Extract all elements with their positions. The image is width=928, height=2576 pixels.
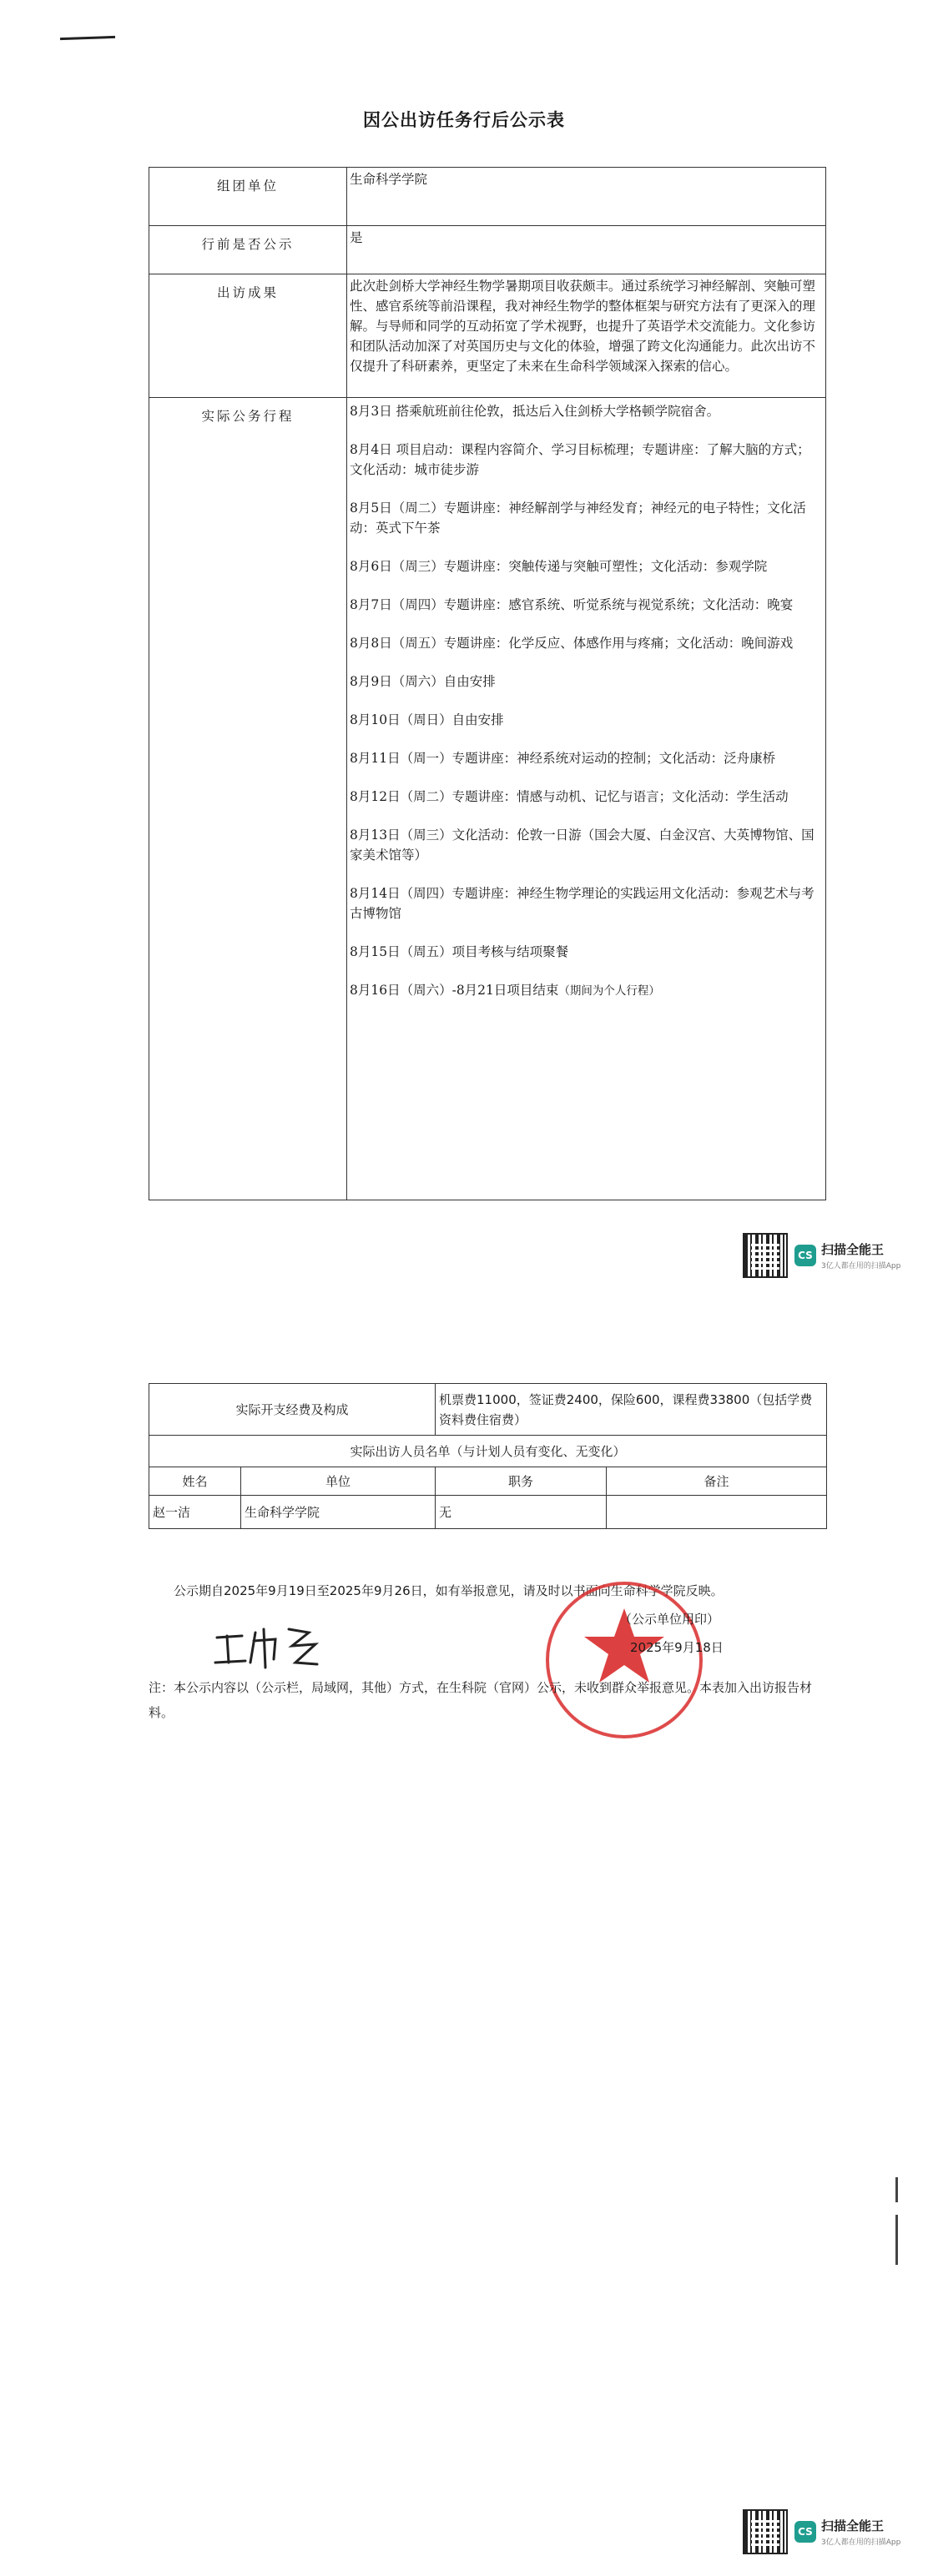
- schedule-item: 8月11日（周一）专题讲座：神经系统对运动的控制；文化活动：泛舟康桥: [350, 751, 776, 766]
- camscanner-logo-icon: CS: [794, 1245, 816, 1266]
- document-title: 因公出访任务行后公示表: [363, 109, 565, 130]
- col-header-name: 姓名: [149, 1467, 241, 1496]
- schedule-item: 8月9日（周六）自由安排: [350, 674, 496, 689]
- qr-code-icon: [743, 2509, 788, 2554]
- scanner-watermark: [743, 2509, 900, 2554]
- expense-personnel-table: [149, 1383, 827, 1529]
- qr-code-icon: [743, 1233, 788, 1278]
- expenses-label: 实际开支经费及构成: [149, 1384, 436, 1436]
- pre-notice-label: 行前是否公示: [149, 226, 347, 274]
- unit-value: 生命科学学院: [347, 168, 826, 226]
- scanner-tagline: 3亿人都在用的扫描App: [821, 1262, 901, 1270]
- schedule-item-last: [350, 980, 822, 1001]
- schedule-item: 8月15日（周五）项目考核与结项聚餐: [350, 944, 569, 959]
- col-header-unit: 单位: [241, 1467, 436, 1496]
- main-info-table: [149, 167, 826, 1200]
- scan-edge-mark: [895, 2177, 898, 2202]
- handwritten-signature: [209, 1621, 334, 1671]
- expenses-value: 机票费11000，签证费2400，保险600，课程费33800（包括学费资料费住宿费）: [436, 1384, 827, 1436]
- schedule-item: 8月7日（周四）专题讲座：感官系统、听觉系统与视觉系统；文化活动：晚宴: [350, 597, 794, 612]
- col-header-title: 职务: [436, 1467, 607, 1496]
- person-name: 赵一洁: [149, 1496, 241, 1529]
- scanner-watermark: [743, 1233, 900, 1278]
- scanner-name: 扫描全能王: [821, 1242, 885, 1257]
- pre-notice-value: 是: [347, 226, 826, 274]
- schedule-item: 8月6日（周三）专题讲座：突触传递与突触可塑性；文化活动：参观学院: [350, 559, 768, 574]
- schedule-item: 8月5日（周二）专题讲座：神经解剖学与神经发育；神经元的电子特性；文化活动：英式下午茶: [350, 501, 806, 536]
- pen-stroke-mark: [60, 36, 115, 40]
- unit-label: 组团单位: [149, 168, 347, 226]
- scanner-name: 扫描全能王: [821, 2518, 885, 2533]
- scan-edge-mark: [895, 2215, 898, 2265]
- schedule-label: 实际公务行程: [149, 398, 347, 1200]
- schedule-item: 8月10日（周日）自由安排: [350, 712, 504, 727]
- results-value: 此次赴剑桥大学神经生物学暑期项目收获颇丰。通过系统学习神经解剖、突触可塑性、感官系统等前沿课程，我对神经生物学的整体框架与研究方法有了更深入的理解。与导师和同学的互动拓宽了学术视野，也提升了英语学术交流能力。文化参访和团队活动加深了对英国历史与文化的体验，增强了跨文化沟通能力。此次出访不仅提升了科研素养，更坚定了未来在生命科学领域深入探索的信心。: [347, 274, 826, 398]
- col-header-note: 备注: [607, 1467, 827, 1496]
- personnel-header: 实际出访人员名单（与计划人员有变化、无变化）: [149, 1436, 827, 1467]
- page-two: [0, 1301, 928, 2576]
- footnote: 注：本公示内容以（公示栏，局域网，其他）方式，在生科院（官网）公示，未收到群众举报意见。本表加入出访报告材料。: [149, 1680, 813, 1720]
- scanner-tagline: 3亿人都在用的扫描App: [821, 2538, 901, 2547]
- schedule-item: 8月12日（周二）专题讲座：情感与动机、记忆与语言；文化活动：学生活动: [350, 789, 789, 804]
- schedule-last-note: （期间为个人行程）: [558, 984, 660, 998]
- camscanner-logo-icon: CS: [794, 2521, 816, 2543]
- schedule-item: 8月4日 项目启动：课程内容简介、学习目标梳理；专题讲座：了解大脑的方式；文化活动：城市徒步游: [350, 442, 810, 477]
- person-note: [607, 1496, 827, 1529]
- person-title: 无: [436, 1496, 607, 1529]
- schedule-last-main: 8月16日（周六）-8月21日项目结束: [350, 983, 559, 998]
- results-label: 出访成果: [149, 274, 347, 398]
- schedule-item: 8月13日（周三）文化活动：伦敦一日游（国会大厦、白金汉宫、大英博物馆、国家美术馆等）: [350, 828, 815, 863]
- notice-text: 公示期自2025年9月19日至2025年9月26日，如有举报意见，请及时以书面向生命科学学院反映。: [174, 1583, 724, 1598]
- schedule-list: [347, 398, 826, 1200]
- notice-date: 2025年9月18日: [630, 1640, 724, 1655]
- table-row: [149, 1496, 827, 1529]
- seal-note: （公示单位用印）: [619, 1612, 720, 1627]
- person-unit: 生命科学学院: [241, 1496, 436, 1529]
- schedule-item: 8月8日（周五）专题讲座：化学反应、体感作用与疼痛；文化活动：晚间游戏: [350, 636, 794, 651]
- schedule-item: 8月14日（周四）专题讲座：神经生物学理论的实践运用文化活动：参观艺术与考古博物馆: [350, 886, 815, 921]
- schedule-item: 8月3日 搭乘航班前往伦敦，抵达后入住剑桥大学格顿学院宿舍。: [350, 404, 720, 419]
